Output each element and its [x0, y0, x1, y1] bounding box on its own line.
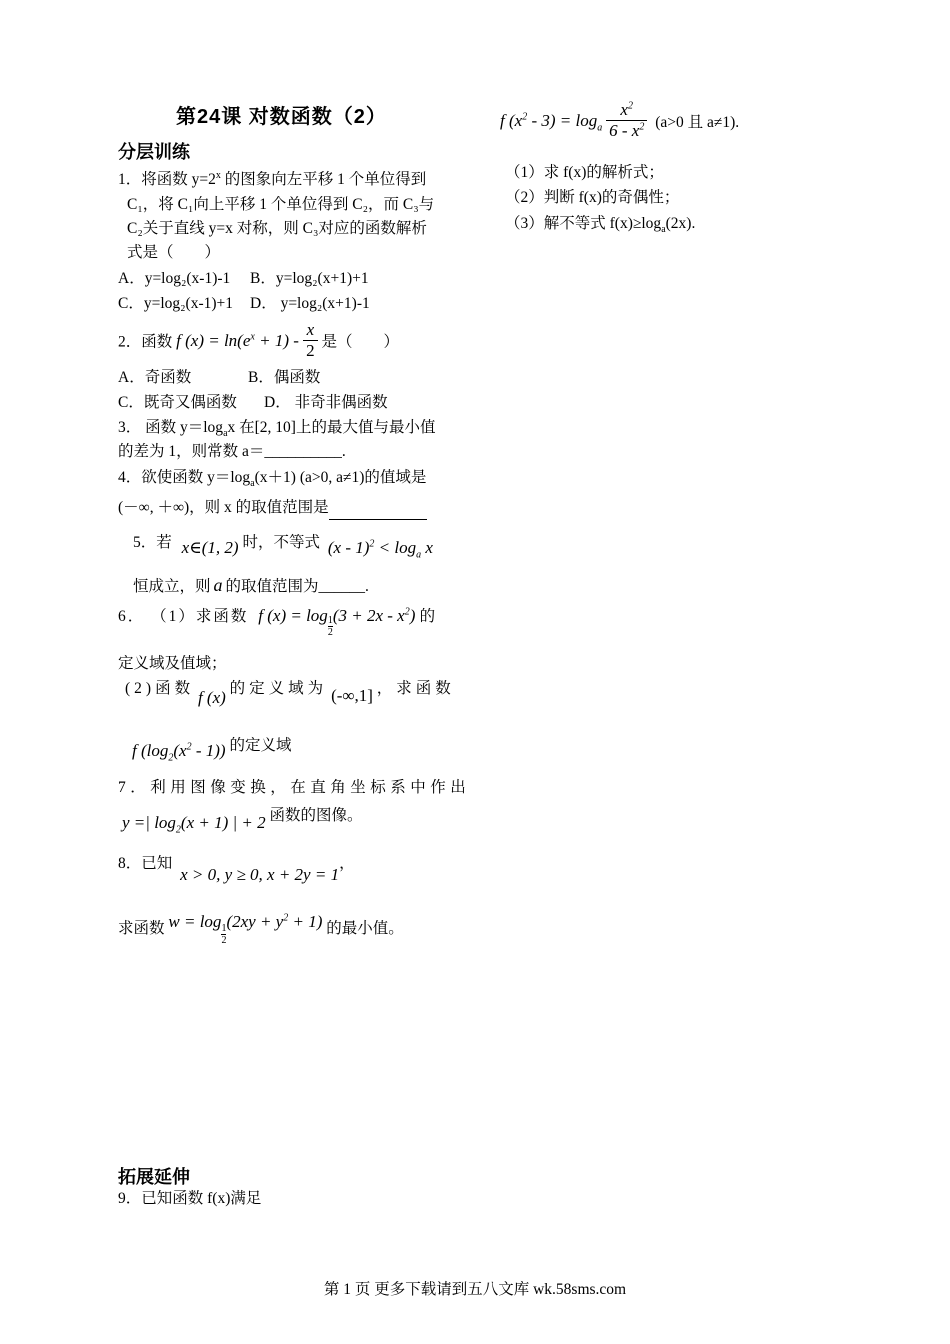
q6-formula-left: f (x) = log: [258, 606, 328, 625]
right-item-3-text: （3）解不等式 f(x)≥log: [505, 215, 662, 232]
q5-ineq-sub: a: [416, 549, 422, 561]
question-6-line-2: 定义域及值域；: [118, 655, 227, 672]
question-2: [118, 320, 399, 361]
q7-formula-left: y =| log: [122, 813, 176, 832]
q8-formula-mid: (2xy + y: [226, 912, 284, 931]
q5-line2-text: 恒成立，则: [133, 578, 211, 595]
q2-formula-left: f (x) = ln(e: [176, 330, 251, 350]
question-8-line-1: [118, 851, 355, 884]
q8-formula-close: + 1): [288, 912, 323, 931]
question-4-line-1: [118, 467, 426, 489]
question-6-part-2-formula: [132, 733, 292, 764]
q5-ineq-right: < log: [374, 538, 417, 557]
section-heading-training: 分层训练: [118, 142, 190, 162]
q2-prefix: 2．函数: [118, 333, 173, 351]
q2-suffix: 是（ ）: [321, 333, 400, 351]
q8-prefix: 8．已知: [118, 855, 173, 872]
question-3-line-1: [118, 417, 435, 439]
q8-formula: [168, 912, 323, 946]
q6-p2-domain: (-∞,1]: [331, 686, 373, 705]
right-item-3-end: (2x).: [665, 215, 696, 232]
q2-frac-den: 2: [306, 341, 315, 360]
q8-condition: x > 0, y ≥ 0, x + 2y = 1: [180, 865, 340, 884]
q2-option-d: D． 非奇非偶函数: [264, 394, 388, 411]
q3-text-a: 3． 函数 y＝log: [118, 419, 224, 436]
q2-frac-num: x: [303, 320, 318, 341]
question-4-line-2: [118, 497, 427, 520]
q2-formula-mid: + 1) -: [254, 330, 299, 350]
right-frac-den-sup: 2: [639, 121, 645, 133]
q2-option-c: C．既奇又偶函数: [118, 394, 237, 411]
q6-prefix: 6． （1）求函数: [118, 608, 249, 625]
question-3-line-2: 的差为 1，则常数 a＝__________.: [118, 443, 346, 460]
right-item-2: （2）判断 f(x)的奇偶性；: [505, 189, 680, 206]
q6-p2-formula-close: - 1)): [191, 741, 226, 760]
question-7-line-1: 7．利用图像变换，在直角坐标系中作出: [118, 779, 471, 796]
question-5-line-2: [133, 574, 369, 598]
q6-p2-end: ，求函数: [376, 680, 455, 697]
question-1-line-1: [118, 169, 426, 191]
right-item-3: [505, 213, 695, 235]
q7-suffix: 函数的图像。: [269, 807, 363, 824]
q3-sub: a: [223, 428, 228, 440]
q6-p2-suffix: 的定义域: [229, 737, 292, 754]
q8-formula-sup: 2: [283, 912, 289, 924]
q6-suffix: 的: [419, 608, 438, 625]
q5-prefix: 5．若: [133, 534, 172, 551]
q2-option-b: B．偶函数: [248, 369, 321, 386]
q8-condition-end: ，: [339, 855, 355, 872]
q2-fraction: [303, 320, 318, 361]
q4-sub: a: [250, 478, 255, 490]
right-item-1: （1）求 f(x)的解析式；: [505, 164, 664, 181]
q7-formula-sub: 2: [175, 824, 181, 836]
q6-base-num: 1: [327, 615, 333, 626]
q6-p2-mid: 的定义域为: [229, 680, 328, 697]
question-1-line-4: 式是（ ）: [127, 244, 221, 261]
q6-p2-fx: f (x): [197, 688, 226, 707]
q7-formula: [122, 813, 266, 836]
right-fraction: [606, 100, 647, 141]
q2-formula: [176, 331, 303, 350]
section-heading-extension: 拓展延伸: [118, 1167, 190, 1187]
question-7-line-2: [122, 803, 363, 836]
q5-mid: 时，不等式: [242, 534, 320, 551]
q8-base-den: 2: [221, 935, 227, 946]
q5-inequality: [327, 538, 433, 561]
q3-text-b: x 在[2, 10]上的最大值与最小值: [227, 419, 436, 436]
q4-answer-blank: [329, 497, 427, 520]
q6-p2-formula-mid: (x: [173, 741, 187, 760]
q4-text-b: (x＋1) (a>0, a≠1)的值域是: [254, 469, 427, 486]
q8-formula-left: w = log: [168, 912, 222, 931]
q5-condition: x∈(1, 2): [181, 538, 239, 557]
q5-ineq-end: x: [421, 538, 433, 557]
right-item-3-sub: a: [661, 224, 666, 236]
q6-p2-formula: [132, 741, 226, 764]
q8-suffix: 的最小值。: [326, 920, 404, 937]
page-footer: 第 1 页 更多下载请到五八文库 wk.58sms.com: [323, 1281, 627, 1298]
right-frac-den-text: 6 - x: [609, 121, 640, 140]
q8-line2-prefix: 求函数: [118, 920, 165, 937]
right-condition: (a>0 且 a≠1).: [655, 113, 740, 131]
page-title: 第24课 对数函数（2）: [176, 106, 387, 128]
q6-p2-formula-sub: 2: [168, 752, 174, 764]
q6-p2-formula-sup: 2: [186, 741, 192, 753]
q4-line2-text: (－∞, ＋∞)，则 x 的取值范围是: [118, 499, 329, 516]
q1-sup: x: [215, 169, 221, 181]
question-1-line-3: C₂关于直线 y=x 对称，则 C₃对应的函数解析: [127, 220, 427, 237]
right-frac-num: [606, 100, 647, 121]
right-frac-num-text: x: [620, 100, 628, 119]
right-frac-den: [606, 121, 647, 141]
q6-p2-prefix: (2)函数: [125, 680, 195, 697]
q4-text-a: 4．欲使函数 y＝log: [118, 469, 251, 486]
q1-text-b: 的图象向左平移 1 个单位得到: [220, 171, 427, 188]
q6-formula: [258, 606, 419, 638]
q6-formula-mid: (3 + 2x - x: [332, 606, 405, 625]
q5-ineq-sup: 2: [369, 538, 375, 550]
q7-formula-end: (x + 1) | + 2: [180, 813, 266, 832]
q6-base-den: 2: [327, 627, 333, 638]
q6-p2-formula-left: f (log: [132, 741, 169, 760]
right-frac-num-sup: 2: [627, 100, 633, 112]
q6-formula-close: ): [409, 606, 416, 625]
question-1-line-2: C₁，将 C₁向上平移 1 个单位得到 C₂，而 C₃与: [127, 196, 435, 213]
right-f-sup: 2: [522, 110, 528, 122]
q8-base-num: 1: [221, 923, 227, 934]
q1-option-c: C．y=log₂(x-1)+1: [118, 295, 234, 312]
q1-option-a: A．y=log₂(x-1)-1: [118, 270, 231, 287]
question-6-line-1: [118, 604, 437, 638]
q1-text-a: 1．将函数 y=2: [118, 171, 216, 188]
right-f-mid: - 3) = log: [527, 110, 598, 130]
q5-var-a: a: [213, 575, 223, 595]
q2-option-a: A．奇函数: [118, 369, 192, 386]
right-column-formula: [500, 100, 739, 141]
right-f-sub: a: [597, 121, 603, 133]
q1-option-b: B．y=log₂(x+1)+1: [250, 270, 369, 287]
q1-option-d: D． y=log₂(x+1)-1: [250, 295, 370, 312]
right-formula-left: [500, 110, 603, 133]
q5-ineq-left: (x - 1): [327, 538, 370, 557]
question-6-part-2: [125, 676, 455, 707]
q2-formula-sup: x: [250, 330, 255, 342]
question-5-line-1: [133, 530, 433, 561]
question-8-line-2: [118, 910, 404, 946]
question-9: 9．已知函数 f(x)满足: [118, 1190, 262, 1207]
q6-formula-sup: 2: [404, 606, 410, 618]
q5-line2-end: 的取值范围为______.: [225, 578, 369, 595]
right-f-left: f (x: [500, 110, 523, 130]
